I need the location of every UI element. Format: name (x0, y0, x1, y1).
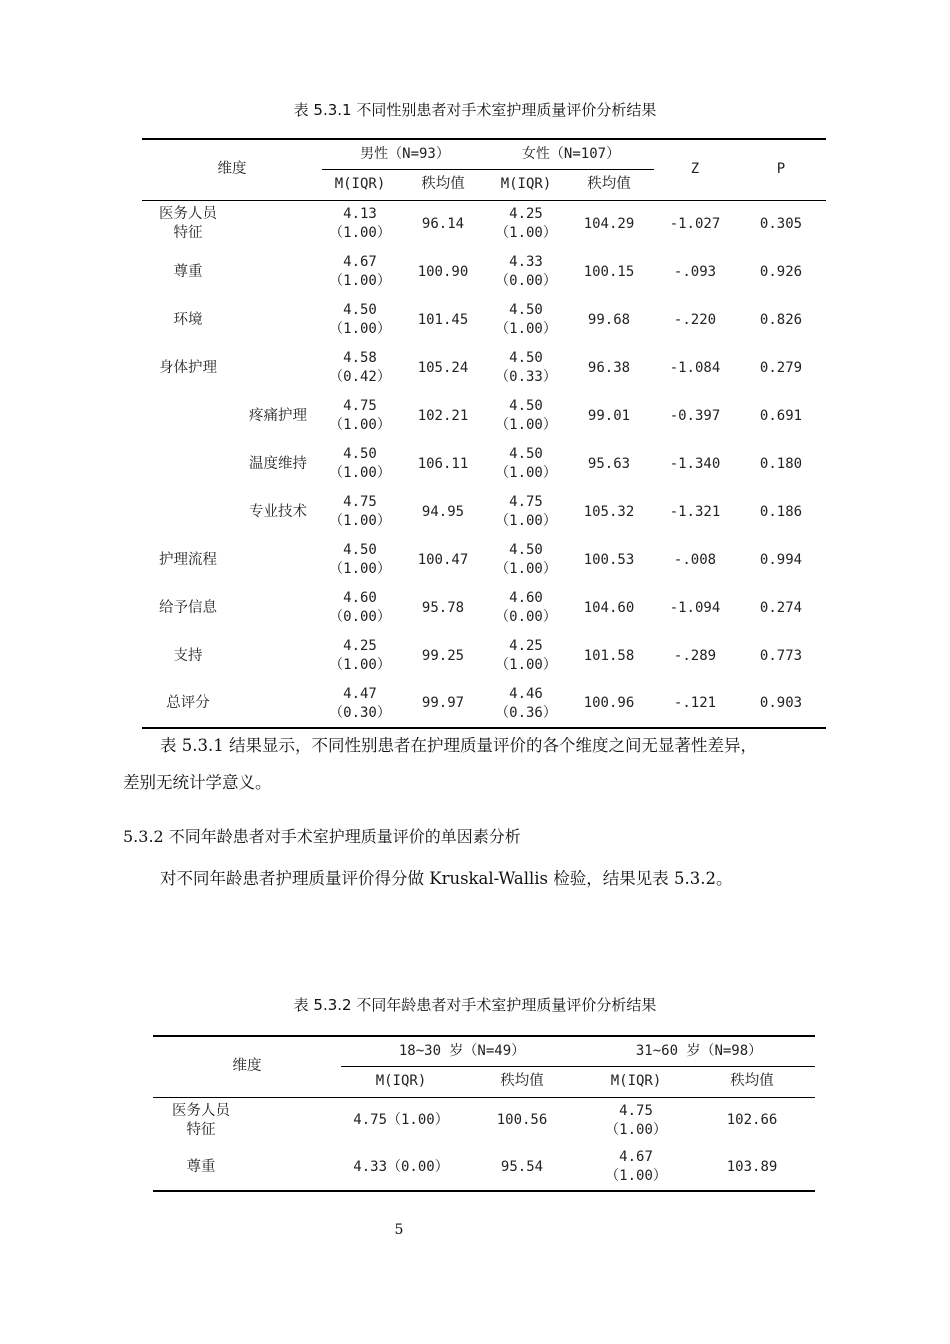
sub-dimension-cell (234, 200, 322, 248)
male-miqr-cell (322, 632, 398, 680)
dimension-cell: 支持 (173, 647, 203, 664)
table-row (153, 1144, 815, 1191)
female-miqr-cell (488, 248, 564, 296)
g1-miqr-cell: 4.75（1.00） (353, 1112, 449, 1129)
g2-rank-cell: 102.66 (726, 1112, 778, 1129)
male-rank-cell: 99.97 (398, 680, 488, 728)
female-median: 4.50 (509, 302, 543, 318)
male-iqr: （1.00） (329, 561, 391, 577)
female-median: 4.33 (509, 254, 543, 270)
male-iqr: （0.42） (329, 369, 391, 385)
dimension-cell: 医务人员 特征 (159, 206, 217, 242)
male-median: 4.25 (343, 638, 377, 654)
female-miqr-cell (488, 200, 564, 248)
g2-rank-cell: 103.89 (689, 1144, 815, 1191)
female-rank-cell: 99.68 (587, 311, 631, 328)
sub-dimension-cell: 专业技术 (249, 503, 307, 520)
z-cell: -1.340 (669, 455, 721, 472)
table-row (142, 248, 826, 296)
female-median: 4.50 (509, 398, 543, 414)
age-31-60-header: 31~60 岁（N=98） (583, 1036, 815, 1066)
dimension-header: 维度 (142, 139, 322, 200)
table-row (142, 344, 826, 392)
p-cell: 0.305 (759, 215, 803, 232)
female-iqr: （1.00） (495, 657, 557, 673)
sub-dimension-cell (249, 1097, 341, 1144)
female-miqr-header: M(IQR) (488, 169, 564, 200)
female-rank-header: 秩均值 (564, 169, 654, 200)
p-cell: 0.691 (759, 407, 803, 424)
g1-rank-cell: 100.56 (496, 1112, 548, 1129)
male-median: 4.60 (343, 590, 377, 606)
female-iqr: （1.00） (495, 561, 557, 577)
g2-iqr: （1.00） (605, 1121, 667, 1138)
male-iqr: （1.00） (329, 465, 391, 481)
g2-median: 4.75 (619, 1102, 653, 1119)
male-iqr: （1.00） (329, 321, 391, 337)
female-rank-cell: 100.53 (583, 551, 635, 568)
female-miqr-cell (488, 296, 564, 344)
female-miqr-cell (488, 584, 564, 632)
male-median: 4.50 (343, 302, 377, 318)
male-iqr: （1.00） (329, 273, 391, 289)
female-rank-cell: 105.32 (583, 503, 635, 520)
female-median: 4.60 (509, 590, 543, 606)
sub-dimension-cell (234, 632, 322, 680)
male-miqr-header: M(IQR) (322, 169, 398, 200)
p-cell: 0.994 (759, 551, 803, 568)
male-miqr-cell (322, 392, 398, 440)
male-median: 4.75 (343, 398, 377, 414)
z-cell: -.093 (673, 263, 717, 280)
g1-rank-header: 秩均值 (461, 1066, 583, 1097)
female-iqr: （0.33） (495, 369, 557, 385)
female-iqr: （0.36） (495, 704, 557, 721)
male-rank-cell: 101.45 (417, 311, 469, 328)
dimension-cell: 尊重 (153, 1144, 249, 1191)
sub-dimension-cell: 疼痛护理 (249, 407, 307, 424)
p-cell: 0.279 (759, 359, 803, 376)
female-median: 4.25 (509, 206, 543, 223)
male-iqr: （1.00） (329, 417, 391, 433)
table-row (142, 488, 826, 536)
g2-iqr: （1.00） (605, 1168, 667, 1184)
male-rank-cell: 105.24 (417, 359, 469, 376)
z-cell: -.008 (673, 551, 717, 568)
section-heading-5-3-2: 5.3.2 不同年龄患者对手术室护理质量评价的单因素分析 (123, 827, 521, 846)
sub-dimension-cell: 温度维持 (249, 455, 307, 472)
female-rank-cell: 99.01 (587, 407, 631, 424)
z-cell: -.121 (654, 680, 736, 728)
dimension-cell (142, 440, 234, 488)
table-row (153, 1097, 815, 1144)
dimension-cell (142, 488, 234, 536)
g2-miqr-cell (583, 1097, 689, 1144)
p-cell: 0.826 (759, 311, 803, 328)
sub-dimension-cell (234, 680, 322, 728)
table-row (142, 536, 826, 584)
male-median: 4.75 (343, 494, 377, 510)
male-rank-cell: 100.47 (417, 551, 469, 568)
male-rank-cell: 99.25 (421, 647, 465, 664)
female-iqr: （1.00） (495, 513, 557, 529)
male-miqr-cell (322, 536, 398, 584)
female-iqr: （0.00） (495, 273, 557, 289)
male-iqr: （0.00） (329, 609, 391, 625)
z-cell: -.220 (673, 311, 717, 328)
sub-dimension-cell (234, 296, 322, 344)
female-median: 4.50 (509, 350, 543, 366)
male-rank-cell: 94.95 (421, 503, 465, 520)
dimension-cell: 给予信息 (159, 599, 217, 616)
female-median: 4.25 (509, 638, 543, 654)
z-cell: -1.321 (669, 503, 721, 520)
p-cell: 0.926 (759, 263, 803, 280)
z-cell: -.289 (673, 647, 717, 664)
sub-dimension-cell (249, 1144, 341, 1191)
male-median: 4.50 (343, 542, 377, 558)
table1-body (142, 200, 826, 728)
male-miqr-cell (322, 440, 398, 488)
female-miqr-cell (488, 680, 564, 728)
female-miqr-cell (488, 536, 564, 584)
dimension-cell: 身体护理 (159, 359, 217, 376)
table-row (142, 392, 826, 440)
dimension-cell: 尊重 (173, 263, 203, 280)
age-18-30-header: 18~30 岁（N=49） (341, 1036, 583, 1066)
table-row (142, 200, 826, 248)
table2-caption: 表 5.3.2 不同年龄患者对手术室护理质量评价分析结果 (293, 996, 657, 1014)
p-cell: 0.274 (759, 599, 803, 616)
g1-miqr-cell: 4.33（0.00） (341, 1144, 461, 1191)
male-group-header: 男性（N=93） (322, 139, 488, 169)
sub-dimension-cell (234, 584, 322, 632)
p-cell: 0.180 (759, 455, 803, 472)
male-rank-cell: 106.11 (417, 455, 469, 472)
sub-dimension-cell (234, 344, 322, 392)
male-miqr-cell (322, 584, 398, 632)
female-rank-cell: 101.58 (583, 647, 635, 664)
z-cell: -0.397 (669, 407, 721, 424)
female-miqr-cell (488, 488, 564, 536)
female-miqr-cell (488, 344, 564, 392)
g2-median: 4.67 (619, 1149, 653, 1165)
male-rank-cell: 95.78 (421, 599, 465, 616)
male-rank-header: 秩均值 (398, 169, 488, 200)
male-miqr-cell (322, 296, 398, 344)
male-rank-cell: 100.90 (417, 263, 469, 280)
female-rank-cell: 100.15 (583, 263, 635, 280)
table1-result-text-line2: 差别无统计学意义。 (123, 773, 272, 792)
male-median: 4.13 (343, 206, 377, 223)
table2-body (153, 1097, 815, 1191)
table-row (142, 680, 826, 728)
male-miqr-cell (322, 680, 398, 728)
t2-dimension-header: 维度 (153, 1036, 341, 1097)
table-row (142, 584, 826, 632)
female-rank-cell: 100.96 (564, 680, 654, 728)
z-cell: -1.084 (669, 359, 721, 376)
table1-caption: 表 5.3.1 不同性别患者对手术室护理质量评价分析结果 (293, 101, 657, 119)
kruskal-wallis-text: 对不同年龄患者护理质量评价得分做 Kruskal-Wallis 检验，结果见表 5.3.2。 (160, 869, 733, 888)
z-header: Z (654, 139, 736, 200)
table1 (142, 138, 826, 729)
male-miqr-cell (322, 344, 398, 392)
g1-rank-cell: 95.54 (461, 1144, 583, 1191)
male-miqr-cell (322, 200, 398, 248)
female-rank-cell: 95.63 (587, 455, 631, 472)
female-miqr-cell (488, 632, 564, 680)
p-cell: 0.903 (736, 680, 826, 728)
g2-miqr-cell (583, 1144, 689, 1191)
sub-dimension-cell (234, 536, 322, 584)
female-rank-cell: 104.29 (583, 215, 635, 232)
dimension-cell (142, 392, 234, 440)
male-miqr-cell (322, 248, 398, 296)
page-number: 5 (394, 1222, 404, 1238)
female-miqr-cell (488, 392, 564, 440)
p-cell: 0.186 (759, 503, 803, 520)
dimension-cell: 护理流程 (159, 551, 217, 568)
male-iqr: （1.00） (329, 657, 391, 673)
sub-dimension-cell (234, 248, 322, 296)
female-rank-cell: 104.60 (583, 599, 635, 616)
p-header: P (736, 139, 826, 200)
z-cell: -1.094 (669, 599, 721, 616)
female-median: 4.75 (509, 494, 543, 510)
male-median: 4.67 (343, 254, 377, 270)
male-median: 4.50 (343, 446, 377, 462)
female-median: 4.50 (509, 446, 543, 462)
male-iqr: （1.00） (329, 513, 391, 529)
male-median: 4.58 (343, 350, 377, 366)
table2 (153, 1035, 815, 1192)
p-cell: 0.773 (759, 647, 803, 664)
table-row (142, 296, 826, 344)
z-cell: -1.027 (669, 215, 721, 232)
female-median: 4.46 (509, 685, 543, 702)
g2-rank-header: 秩均值 (689, 1066, 815, 1097)
male-rank-cell: 102.21 (417, 407, 469, 424)
dimension-cell: 环境 (173, 311, 203, 328)
male-iqr: （1.00） (329, 225, 391, 242)
table1-result-text-line1: 表 5.3.1 结果显示，不同性别患者在护理质量评价的各个维度之间无显著性差异， (160, 736, 757, 755)
female-iqr: （0.00） (495, 609, 557, 625)
table-row (142, 632, 826, 680)
male-rank-cell: 96.14 (421, 215, 465, 232)
female-iqr: （1.00） (495, 465, 557, 481)
female-miqr-cell (488, 440, 564, 488)
female-median: 4.50 (509, 542, 543, 558)
female-rank-cell: 96.38 (587, 359, 631, 376)
female-iqr: （1.00） (495, 417, 557, 433)
male-miqr-cell (322, 488, 398, 536)
dimension-cell: 医务人员 特征 (172, 1102, 230, 1138)
female-iqr: （1.00） (495, 225, 557, 242)
female-group-header: 女性（N=107） (488, 139, 654, 169)
dimension-cell: 总评分 (142, 680, 234, 728)
table-row (142, 440, 826, 488)
female-iqr: （1.00） (495, 321, 557, 337)
g2-miqr-header: M(IQR) (583, 1066, 689, 1097)
male-iqr: （0.30） (329, 704, 391, 721)
male-median: 4.47 (343, 685, 377, 702)
g1-miqr-header: M(IQR) (341, 1066, 461, 1097)
